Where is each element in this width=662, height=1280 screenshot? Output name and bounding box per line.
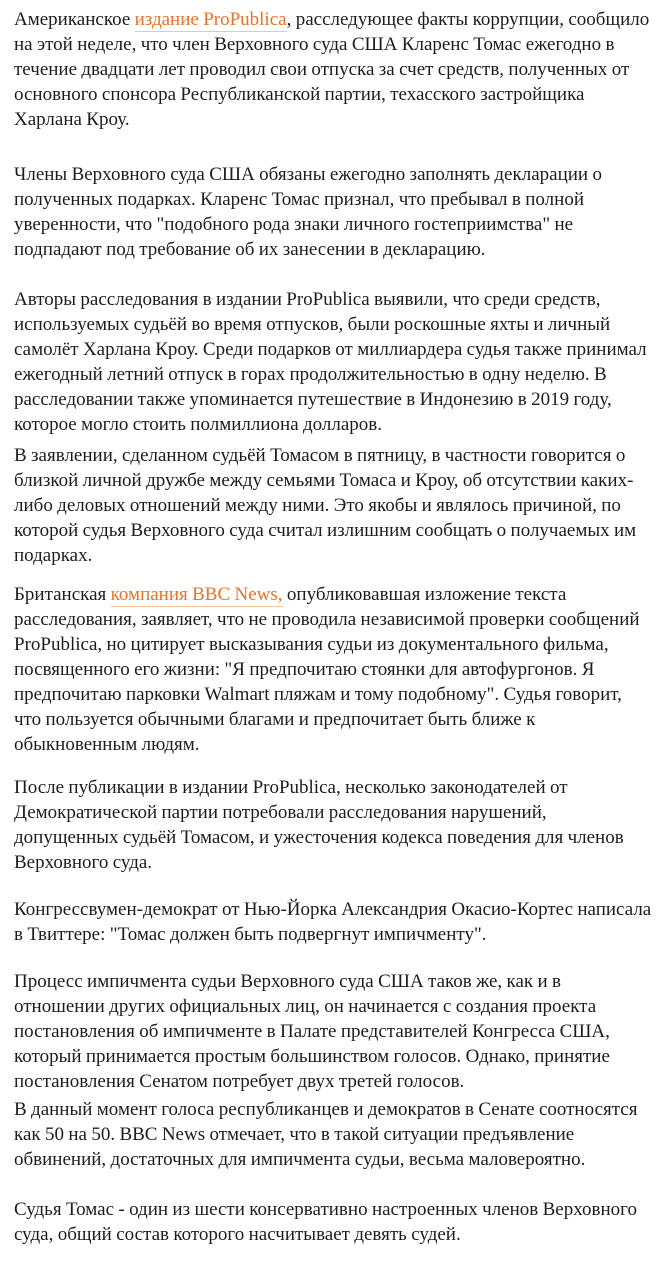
paragraph-text: Американское	[14, 9, 135, 30]
paragraph	[14, 582, 652, 757]
paragraph: Члены Верховного суда США обязаны ежегодно заполнять декларации о полученных подарках. Кларенс Томас признал, что пребывал в полной уверенности, что "подобного рода знаки личного гостеприимства" не подпадают под требование об их занесении в декларацию.	[14, 164, 602, 260]
paragraph: В данный момент голоса республиканцев и демократов в Сенате соотносятся как 50 на 50. BBC News отмечает, что в такой ситуации предъявление обвинений, достаточных для импичмента судьи, весьма маловероятно.	[14, 1099, 638, 1170]
propublica-link[interactable]: издание ProPublica	[134, 9, 287, 30]
paragraph-text: Британская	[14, 584, 111, 605]
paragraph: Процесс импичмента судьи Верховного суда США таков же, как и в отношении других официальных лиц, он начинается с создания проекта постановления об импичменте в Палате представителей Конгресса США, который принимается простым большинством голосов. Однако, принятие постановления Сенатом потребует двух третей голосов.	[14, 971, 610, 1092]
paragraph: После публикации в издании ProPublica, несколько законодателей от Демократической партии потребовали расследования нарушений, допущенных судьёй Томасом, и ужесточения кодекса поведения для членов Верховного суда.	[14, 777, 624, 873]
paragraph: Судья Томас - один из шести консервативно настроенных членов Верховного суда, общий состав которого насчитывает девять судей.	[14, 1199, 637, 1245]
paragraph-text: опубликовавшая изложение текста расследования, заявляет, что не проводила независимой проверки сообщений ProPublica, но цитирует высказывания судьи из документального фильма, посвященного его жизни: "Я предпочитаю стоянки для автофургонов. Я предпочитаю парковки Walmart пляжам и тому подобному". Судья говорит, что пользуется обычными благами и предпочитает быть ближе к обыкновенным людям.	[14, 584, 640, 755]
bbc-news-link[interactable]: компания BBC News,	[110, 584, 283, 605]
paragraph	[14, 7, 652, 132]
paragraph: В заявлении, сделанном судьёй Томасом в пятницу, в частности говорится о близкой личной дружбе между семьями Томаса и Кроу, об отсутствии каких-либо деловых отношений между ними. Это якобы и являлось причиной, по которой судья Верховного суда считал излишним сообщать о получаемых им подарках.	[14, 445, 637, 566]
paragraph-text: , расследующее факты коррупции, сообщило на этой неделе, что член Верховного суда США Кларенс Томас ежегодно в течение двадцати лет проводил свои отпуска за счет средств, полученных от основного спонсора Республиканской партии, техасского застройщика Харлана Кроу.	[14, 9, 650, 130]
paragraph: Конгрессвумен-демократ от Нью-Йорка Александрия Окасио-Кортес написала в Твиттере: "Томас должен быть подвергнут импичменту".	[14, 899, 652, 945]
paragraph: Авторы расследования в издании ProPublica выявили, что среди средств, используемых судьёй во время отпусков, были роскошные яхты и личный самолёт Харлана Кроу. Среди подарков от миллиардера судья также принимал ежегодный летний отпуск в горах продолжительностью в одну неделю. В расследовании также упоминается путешествие в Индонезию в 2019 году, которое могло стоить полмиллиона долларов.	[14, 289, 647, 435]
